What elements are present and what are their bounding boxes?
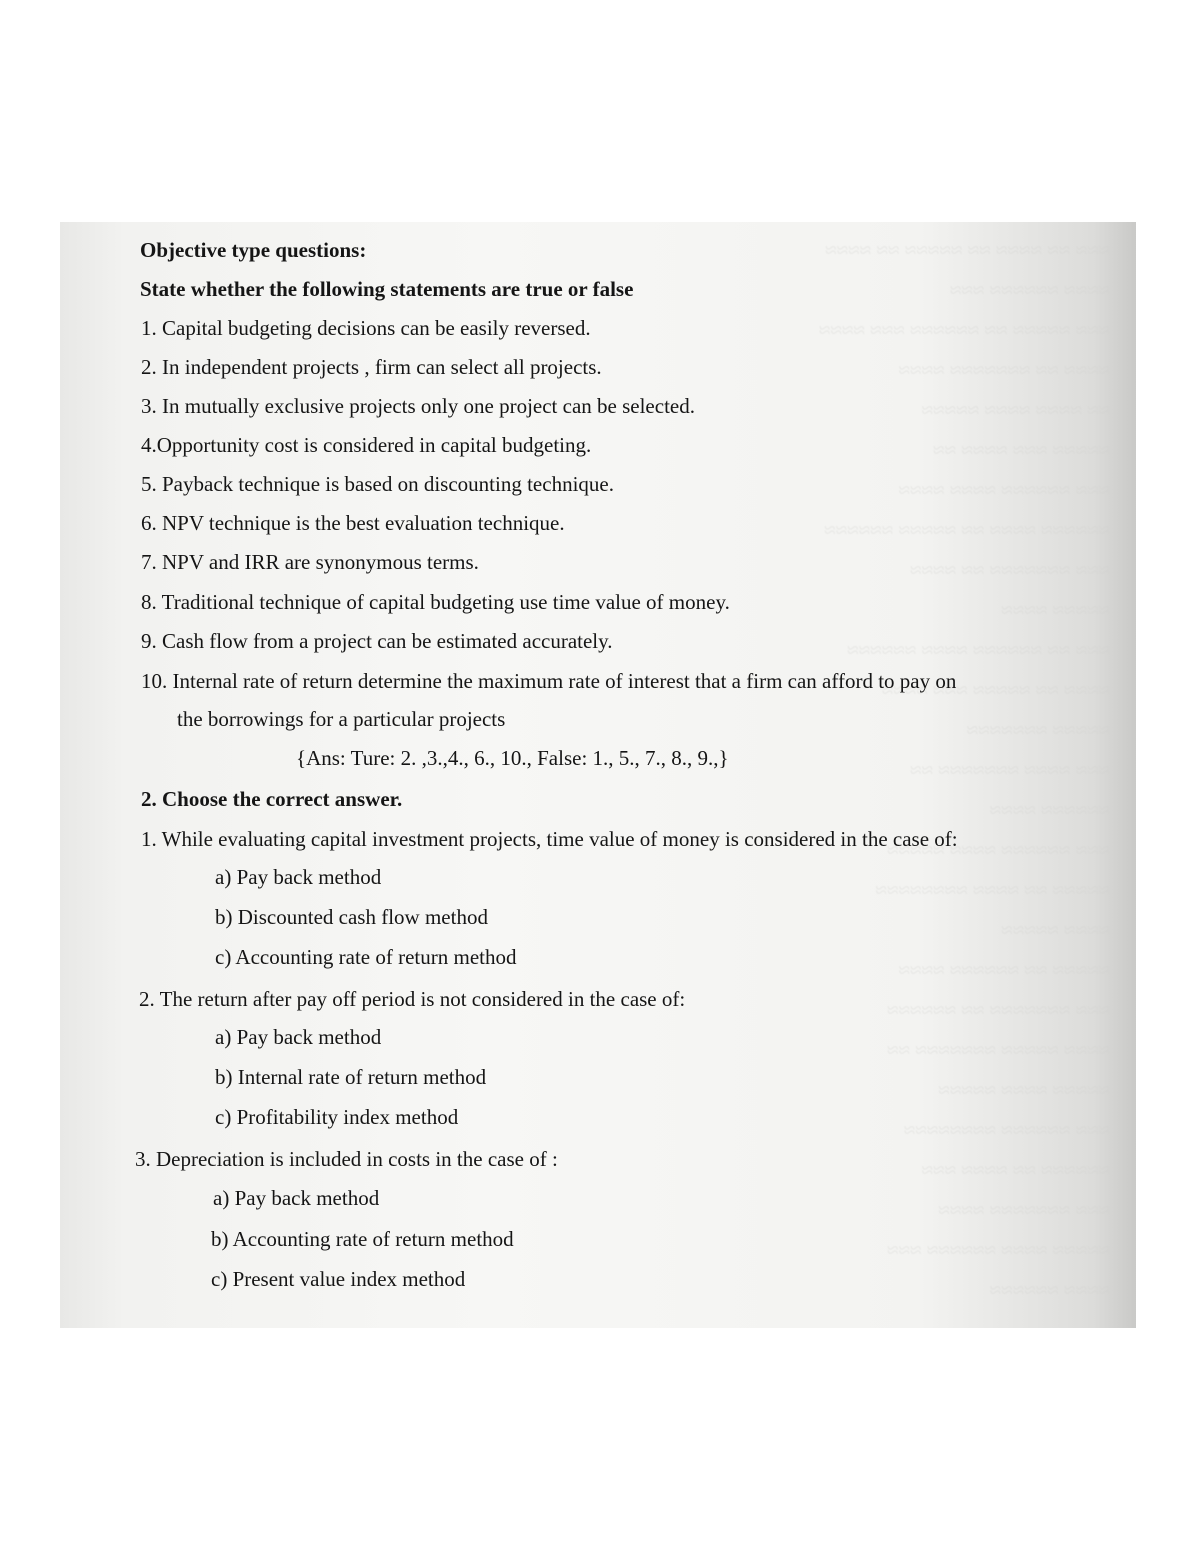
mcq-question: 2. The return after pay off period is not considered in the case of: — [139, 987, 686, 1011]
mcq-option: a) Pay back method — [213, 1186, 380, 1210]
mcq-option: c) Present value index method — [211, 1267, 466, 1291]
tf-item: 7. NPV and IRR are synonymous terms. — [141, 550, 479, 574]
mcq-option: b) Internal rate of return method — [215, 1065, 487, 1089]
page-heading: Objective type questions: — [140, 238, 367, 262]
mcq-question: 1. While evaluating capital investment projects, time value of money is considered in the case of: — [141, 827, 958, 851]
tf-item: 9. Cash flow from a project can be estimated accurately. — [141, 629, 613, 653]
tf-item: 6. NPV technique is the best evaluation technique. — [141, 511, 565, 535]
tf-item: 1. Capital budgeting decisions can be easily reversed. — [141, 316, 591, 340]
tf-item: 3. In mutually exclusive projects only one project can be selected. — [141, 394, 695, 418]
mcq-option: c) Profitability index method — [215, 1105, 459, 1129]
tf-item: 2. In independent projects , firm can select all projects. — [141, 355, 602, 379]
mcq-option: b) Accounting rate of return method — [211, 1227, 514, 1251]
tf-answer-key: {Ans: Ture: 2. ,3.,4., 6., 10., False: 1., 5., 7., 8., 9.,} — [296, 746, 729, 770]
tf-item: 4.Opportunity cost is considered in capital budgeting. — [141, 433, 592, 457]
mcq-option: c) Accounting rate of return method — [215, 945, 517, 969]
mcq-section-title: 2. Choose the correct answer. — [141, 787, 403, 811]
mcq-option: b) Discounted cash flow method — [215, 905, 488, 929]
tf-item: 10. Internal rate of return determine the maximum rate of interest that a firm can afford to pay on — [141, 669, 957, 693]
tf-item: 5. Payback technique is based on discounting technique. — [141, 472, 614, 496]
mcq-option: a) Pay back method — [215, 1025, 382, 1049]
tf-instruction: State whether the following statements are true or false — [140, 277, 634, 301]
mcq-question: 3. Depreciation is included in costs in the case of : — [135, 1147, 558, 1171]
tf-item-continuation: the borrowings for a particular projects — [177, 707, 506, 731]
mcq-option: a) Pay back method — [215, 865, 382, 889]
tf-item: 8. Traditional technique of capital budgeting use time value of money. — [141, 590, 730, 614]
bleed-through-texture: ≈≈≈ ≈≈ ≈≈≈≈ ≈≈ ≈≈≈≈≈ ≈≈ ≈≈≈≈ ≈≈≈≈ ≈≈≈≈≈≈ ≈≈≈ ≈≈≈ ≈≈≈≈≈ ≈≈ ≈≈≈≈≈≈ ≈≈≈ ≈≈≈≈ ≈≈≈≈ ≈≈ ≈≈≈≈≈≈≈ ≈≈≈≈ ≈≈ ≈≈≈≈ ≈≈≈≈ ≈≈≈≈≈ ≈≈≈≈≈ ≈≈≈ ≈≈≈≈ ≈≈ ≈≈≈ ≈≈≈≈≈≈ ≈≈≈≈ ≈≈≈≈ ≈≈≈≈≈≈ ≈≈≈≈ ≈≈ ≈≈≈≈≈ ≈≈≈≈≈≈ ≈≈≈ ≈≈≈≈≈≈≈ ≈≈ ≈≈≈≈ ≈≈≈≈≈ ≈≈≈≈ ≈≈≈ ≈≈ ≈≈≈≈≈≈ ≈≈≈≈ ≈≈≈≈≈≈ ≈≈≈≈ ≈≈ ≈≈≈≈≈ ≈≈≈ ≈≈≈≈ ≈≈≈≈≈ ≈≈≈≈≈≈≈ ≈≈≈ ≈≈≈≈ ≈≈≈≈≈≈≈ ≈≈ ≈≈≈≈≈≈ ≈≈≈≈ ≈≈≈ ≈≈≈≈≈≈ ≈≈≈≈ ≈≈≈≈≈ ≈≈≈≈≈ ≈≈ ≈≈≈≈ ≈≈≈≈≈≈≈≈ ≈≈≈≈ ≈≈≈≈≈ ≈≈≈≈≈ ≈≈ ≈≈≈≈≈≈ ≈≈≈≈ ≈≈≈ ≈≈≈≈≈≈≈ ≈≈ ≈≈≈≈≈≈ ≈≈≈≈ ≈≈≈≈≈ ≈≈≈≈≈≈≈ ≈≈ ≈≈≈≈≈ ≈≈≈≈ ≈≈≈≈≈ ≈≈≈ ≈≈≈≈≈≈ ≈≈≈≈≈≈≈≈ ≈≈≈≈≈≈ ≈≈ ≈≈≈≈ ≈≈≈ ≈≈≈ ≈≈≈≈≈≈≈ ≈≈≈≈ ≈≈≈≈≈ ≈≈≈≈ ≈≈≈≈≈≈ ≈≈≈ ≈≈≈≈ ≈≈≈≈≈≈ — [818, 238, 1110, 1302]
